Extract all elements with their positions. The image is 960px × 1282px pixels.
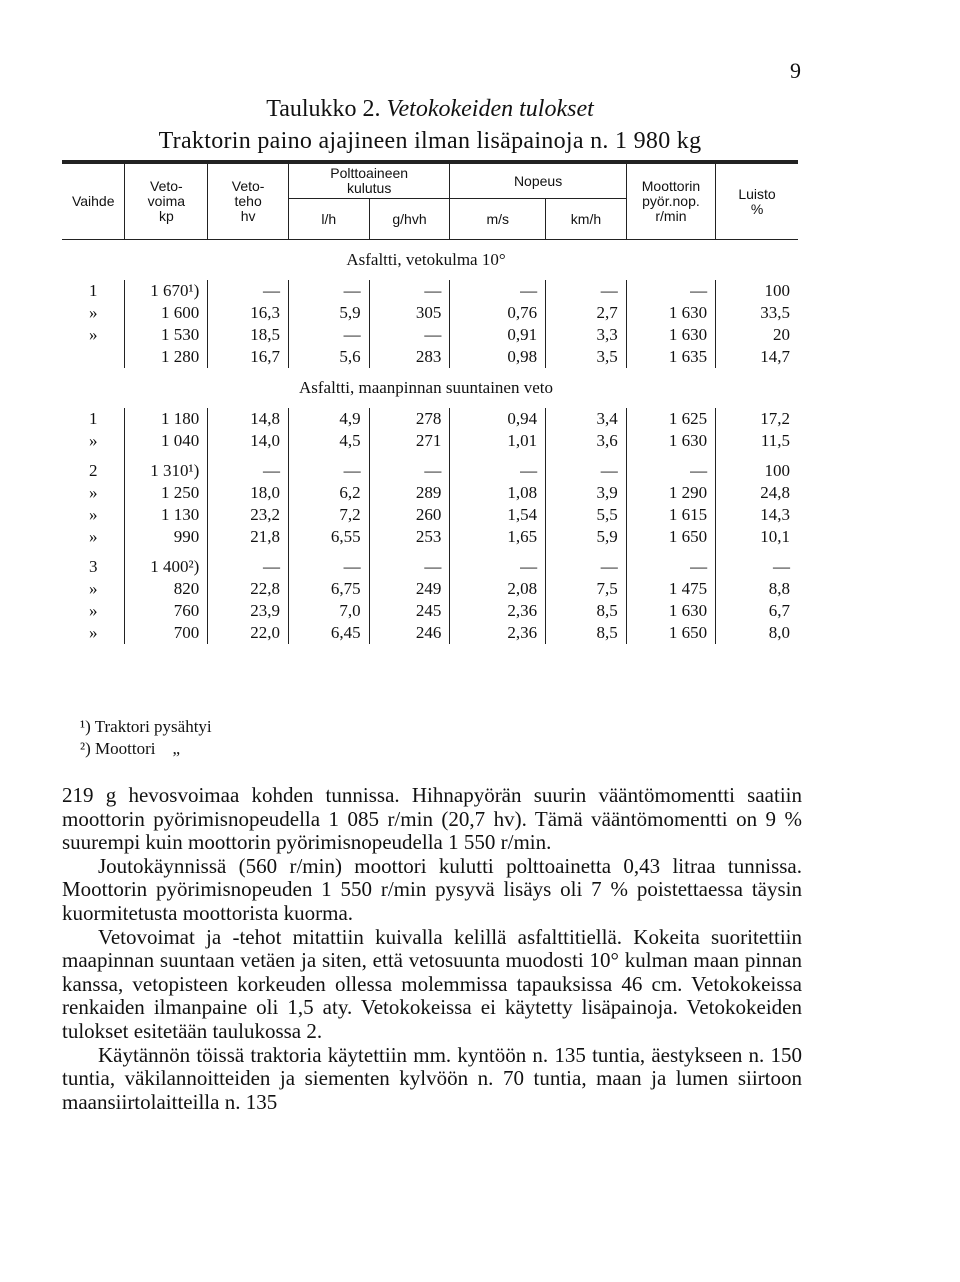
- table-cell-kmh: —: [546, 460, 627, 482]
- table-cell-gear: 1: [88, 281, 98, 300]
- table-cell-slip: 11,5: [716, 430, 798, 452]
- table-cell-force: 700: [125, 622, 208, 644]
- table-cell-kmh: 5,5: [546, 504, 627, 526]
- table-cell-slip: 33,5: [716, 302, 798, 324]
- table-cell-slip: 24,8: [716, 482, 798, 504]
- table-cell-gear: »: [88, 623, 98, 642]
- gap-cell: [125, 548, 208, 556]
- table-cell-force: 1 670¹): [125, 280, 208, 302]
- table-cell-ms: 1,08: [450, 482, 546, 504]
- table-cell-slip: 100: [716, 280, 798, 302]
- gap-cell: [62, 452, 125, 460]
- section-title: Asfaltti, maanpinnan suuntainen veto: [299, 378, 553, 397]
- section-heading-row: [62, 240, 798, 281]
- table-cell-lh: 4,9: [288, 408, 369, 430]
- table-row: [62, 600, 798, 622]
- table-cell-power: 16,3: [208, 302, 289, 324]
- table-row: [62, 504, 798, 526]
- table-cell-power: 18,5: [208, 324, 289, 346]
- header-polttoaine: Polttoaineen kulutus: [288, 162, 449, 199]
- table-cell-lh: —: [288, 556, 369, 578]
- table-cell-ms: 0,98: [450, 346, 546, 368]
- table-cell-gear: 3: [88, 557, 98, 576]
- header-moottori: Moottorin pyör.nop. r/min: [626, 162, 715, 240]
- gap-cell: [626, 452, 715, 460]
- table-row: [62, 430, 798, 452]
- table-cell-rpm: 1 635: [626, 346, 715, 368]
- table-cell-lh: —: [288, 280, 369, 302]
- table-cell-kmh: 5,9: [546, 526, 627, 548]
- table-cell-power: 23,9: [208, 600, 289, 622]
- table-cell-gear: 2: [88, 461, 98, 480]
- table-cell-gh: —: [369, 280, 450, 302]
- table-cell-gear: »: [88, 505, 98, 524]
- header-ms: m/s: [450, 199, 546, 240]
- table-cell-rpm: 1 615: [626, 504, 715, 526]
- table-cell-force: 760: [125, 600, 208, 622]
- table-cell-force: 1 310¹): [125, 460, 208, 482]
- table-cell-ms: 2,36: [450, 622, 546, 644]
- results-table: [62, 160, 798, 644]
- paragraph: Joutokäynnissä (560 r/min) moottori kulutti polttoainetta 0,43 litraa tunnissa. Moottorin pyörimisnopeuden 1 550 r/min pysyvä lisäys oli 7 % poistettaessa täysin kuormitetusta moottorista kuorma.: [62, 853, 802, 925]
- table-cell-kmh: 2,7: [546, 302, 627, 324]
- row-gap: [62, 548, 798, 556]
- gap-cell: [626, 548, 715, 556]
- table-row: [62, 482, 798, 504]
- table-cell-ms: —: [450, 460, 546, 482]
- table-cell-power: 16,7: [208, 346, 289, 368]
- table-cell-rpm: 1 650: [626, 526, 715, 548]
- table-cell-slip: 14,7: [716, 346, 798, 368]
- gap-cell: [716, 548, 798, 556]
- table-cell-ms: —: [450, 280, 546, 302]
- gap-cell: [208, 452, 289, 460]
- table-cell-power: 22,0: [208, 622, 289, 644]
- table-cell-kmh: 8,5: [546, 600, 627, 622]
- table-cell-slip: 100: [716, 460, 798, 482]
- gap-cell: [288, 548, 369, 556]
- paragraph: Vetovoimat ja -tehot mitattiin kuivalla kelillä asfalttitiellä. Kokeita suoritettiin maapinnan suuntaan vetäen ja siten, että vetosuunta muodosti 10° kulman maan pinnan kanssa, vetopisteen korkeuden ollessa molemmissa tapauksissa 46 cm. Vetokokeissa renkaiden ilmanpaine oli 1,5 aty. Vetokokeissa ei käytetty lisäpainoja. Vetokokeiden tulokset esitetään taulukossa 2.: [62, 924, 802, 1043]
- table-cell-force: 1 600: [125, 302, 208, 324]
- gap-cell: [450, 452, 546, 460]
- table-cell-force: 990: [125, 526, 208, 548]
- table-cell-power: —: [208, 460, 289, 482]
- table-cell-slip: 8,0: [716, 622, 798, 644]
- paragraph: 219 g hevosvoimaa kohden tunnissa. Hihnapyörän suurin vääntömomentti saatiin moottorin pyörimisnopeudella 1 085 r/min (20,7 hv). Tämä vääntömomentti on 9 % suurempi kuin moottorin pyörimisnopeudella 1 550 r/min.: [62, 783, 802, 855]
- table-cell-gh: 271: [369, 430, 450, 452]
- table-cell-force: 1 250: [125, 482, 208, 504]
- table-cell-force: 1 280: [125, 346, 208, 368]
- section-heading-row: [62, 368, 798, 408]
- table-cell-rpm: 1 625: [626, 408, 715, 430]
- table-cell-force: 1 130: [125, 504, 208, 526]
- gap-cell: [208, 548, 289, 556]
- table-cell-lh: 6,45: [288, 622, 369, 644]
- table-cell-gear: »: [88, 325, 98, 344]
- table-cell-power: —: [208, 280, 289, 302]
- table-cell-power: 23,2: [208, 504, 289, 526]
- table-body: [62, 240, 798, 645]
- table-cell-rpm: 1 290: [626, 482, 715, 504]
- table-cell-lh: 5,9: [288, 302, 369, 324]
- table-cell-gear: »: [88, 303, 98, 322]
- gap-cell: [369, 548, 450, 556]
- table-cell-force: 1 530: [125, 324, 208, 346]
- table-cell-lh: 7,0: [288, 600, 369, 622]
- table-cell-gh: 289: [369, 482, 450, 504]
- gap-cell: [288, 452, 369, 460]
- table-cell-kmh: 3,9: [546, 482, 627, 504]
- table-cell-ms: 2,08: [450, 578, 546, 600]
- table-cell-ms: 1,54: [450, 504, 546, 526]
- table-cell-power: 14,8: [208, 408, 289, 430]
- gap-cell: [546, 452, 627, 460]
- table-cell-kmh: —: [546, 280, 627, 302]
- table-cell-rpm: —: [626, 280, 715, 302]
- header-lh: l/h: [288, 199, 369, 240]
- table-cell-gh: —: [369, 460, 450, 482]
- table-cell-gear: »: [88, 601, 98, 620]
- table-row: [62, 526, 798, 548]
- table-row: [62, 622, 798, 644]
- table-row: [62, 578, 798, 600]
- table-cell-lh: 6,55: [288, 526, 369, 548]
- table-cell-gear: »: [88, 579, 98, 598]
- footnotes: [80, 716, 212, 760]
- table-subtitle: Traktorin paino ajajineen ilman lisäpainoja n. 1 980 kg: [158, 128, 702, 154]
- table-row: [62, 324, 798, 346]
- paragraph: Käytännön töissä traktoria käytettiin mm. kyntöön n. 135 tuntia, äestykseen n. 150 tuntia, väkilannoitteiden ja siementen kylvöön n. 70 tuntia, maan ja lumen siirtoon maansiirtolaitteilla n. 135: [62, 1042, 802, 1114]
- table-cell-force: 820: [125, 578, 208, 600]
- gap-cell: [62, 548, 125, 556]
- table-cell-lh: —: [288, 460, 369, 482]
- table-cell-slip: 14,3: [716, 504, 798, 526]
- table-cell-rpm: 1 630: [626, 600, 715, 622]
- table-caption: [0, 96, 860, 123]
- gap-cell: [369, 452, 450, 460]
- table-cell-gear: »: [88, 483, 98, 502]
- table-cell-kmh: 3,5: [546, 346, 627, 368]
- table-row: [62, 460, 798, 482]
- table-cell-lh: 6,2: [288, 482, 369, 504]
- table-cell-slip: 17,2: [716, 408, 798, 430]
- table-cell-power: 22,8: [208, 578, 289, 600]
- footnote-2: ²) Moottori „: [80, 739, 180, 758]
- table-cell-ms: —: [450, 556, 546, 578]
- table-cell-kmh: 3,6: [546, 430, 627, 452]
- table-cell-power: 14,0: [208, 430, 289, 452]
- table-cell-ms: 0,76: [450, 302, 546, 324]
- table-cell-gh: —: [369, 556, 450, 578]
- table-row: [62, 302, 798, 324]
- header-vaihde: Vaihde: [71, 193, 115, 209]
- table-cell-lh: 4,5: [288, 430, 369, 452]
- header-kmh: km/h: [546, 199, 627, 240]
- gap-cell: [450, 548, 546, 556]
- table-row: [62, 280, 798, 302]
- table-label: Taulukko 2.: [266, 96, 381, 122]
- table-cell-kmh: —: [546, 556, 627, 578]
- table-cell-force: 1 400²): [125, 556, 208, 578]
- table-cell-lh: —: [288, 324, 369, 346]
- table-cell-lh: 5,6: [288, 346, 369, 368]
- table-cell-gear: »: [88, 431, 98, 450]
- table-cell-gh: 246: [369, 622, 450, 644]
- table-title: Vetokokeiden tulokset: [386, 96, 594, 122]
- table-cell-rpm: 1 630: [626, 302, 715, 324]
- header-luisto: Luisto %: [716, 162, 798, 240]
- section-title: Asfaltti, vetokulma 10°: [346, 250, 506, 269]
- page-number: 9: [790, 58, 801, 83]
- gap-cell: [716, 452, 798, 460]
- row-gap: [62, 452, 798, 460]
- table-row: [62, 346, 798, 368]
- table-cell-power: 18,0: [208, 482, 289, 504]
- table-cell-gh: 278: [369, 408, 450, 430]
- table-cell-gear: 1: [88, 409, 98, 428]
- table-cell-slip: 10,1: [716, 526, 798, 548]
- table-cell-rpm: 1 650: [626, 622, 715, 644]
- table-cell-kmh: 3,3: [546, 324, 627, 346]
- table-cell-ms: 0,91: [450, 324, 546, 346]
- table-cell-ms: 0,94: [450, 408, 546, 430]
- table-cell-slip: 20: [716, 324, 798, 346]
- table-cell-kmh: 3,4: [546, 408, 627, 430]
- table-cell-rpm: 1 630: [626, 324, 715, 346]
- table-cell-ms: 1,65: [450, 526, 546, 548]
- table-cell-rpm: 1 475: [626, 578, 715, 600]
- table-cell-gh: 260: [369, 504, 450, 526]
- header-nopeus: Nopeus: [450, 162, 626, 199]
- table-cell-force: 1 040: [125, 430, 208, 452]
- table-cell-lh: 6,75: [288, 578, 369, 600]
- table-cell-lh: 7,2: [288, 504, 369, 526]
- table-cell-power: 21,8: [208, 526, 289, 548]
- table-cell-rpm: —: [626, 460, 715, 482]
- table-cell-gear: [62, 346, 125, 368]
- table-cell-power: —: [208, 556, 289, 578]
- table-cell-kmh: 8,5: [546, 622, 627, 644]
- table-row: [62, 556, 798, 578]
- header-vetoteho: Veto- teho hv: [208, 162, 289, 240]
- table-cell-force: 1 180: [125, 408, 208, 430]
- table-cell-ms: 1,01: [450, 430, 546, 452]
- table-cell-rpm: —: [626, 556, 715, 578]
- table-cell-gh: 305: [369, 302, 450, 324]
- header-vetovoima: Veto- voima kp: [125, 162, 208, 240]
- table-row: [62, 408, 798, 430]
- table-cell-kmh: 7,5: [546, 578, 627, 600]
- table-cell-slip: 6,7: [716, 600, 798, 622]
- table-cell-rpm: 1 630: [626, 430, 715, 452]
- table-cell-slip: 8,8: [716, 578, 798, 600]
- table-cell-slip: —: [716, 556, 798, 578]
- body-text: [62, 784, 802, 1114]
- table-cell-gh: 253: [369, 526, 450, 548]
- gap-cell: [546, 548, 627, 556]
- header-ghvh: g/hvh: [369, 199, 450, 240]
- table-cell-gh: —: [369, 324, 450, 346]
- table-cell-ms: 2,36: [450, 600, 546, 622]
- gap-cell: [125, 452, 208, 460]
- table-cell-gh: 283: [369, 346, 450, 368]
- footnote-1: ¹) Traktori pysähtyi: [80, 717, 212, 736]
- table-cell-gh: 245: [369, 600, 450, 622]
- table-cell-gear: »: [88, 527, 98, 546]
- table-cell-gh: 249: [369, 578, 450, 600]
